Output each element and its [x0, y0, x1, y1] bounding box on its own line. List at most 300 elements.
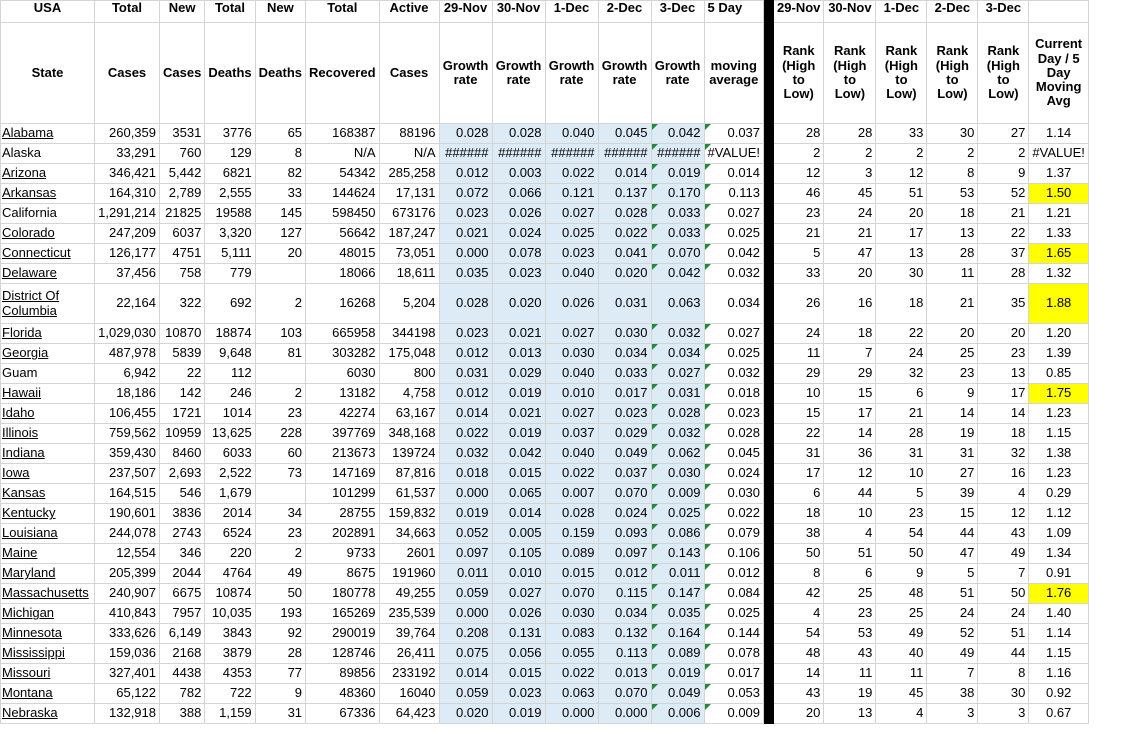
cell-deaths[interactable]: 246 [205, 384, 255, 404]
cell-rk5[interactable]: 20 [978, 324, 1029, 344]
state-name-cell[interactable] [1, 384, 95, 404]
cell-new-cases[interactable]: 3531 [160, 124, 205, 144]
cell-new-cases[interactable]: 10870 [160, 324, 205, 344]
cell-gr5[interactable]: 0.034 [651, 344, 704, 364]
cell-gr5[interactable]: 0.032 [651, 324, 704, 344]
cell-mavg[interactable]: 0.009 [704, 704, 764, 724]
cell-recovered[interactable]: 6030 [306, 364, 379, 384]
state-name-cell[interactable] [1, 544, 95, 564]
cell-new-deaths[interactable]: 82 [255, 164, 305, 184]
cell-active[interactable]: 61,537 [379, 484, 439, 504]
cell-new-deaths[interactable]: 23 [255, 524, 305, 544]
cell-mavg[interactable]: #VALUE! [704, 144, 764, 164]
cell-gr1[interactable]: 0.075 [439, 644, 492, 664]
state-name-cell[interactable] [1, 484, 95, 504]
state-link[interactable]: Arkansas [2, 185, 57, 201]
header-cell[interactable]: 1-Dec [876, 1, 927, 23]
cell-rk5[interactable]: 17 [978, 384, 1029, 404]
cell-gr3[interactable]: 0.037 [545, 424, 598, 444]
cell-recovered[interactable]: 16268 [306, 284, 379, 324]
header-cell[interactable]: 29-Nov [439, 1, 492, 23]
cell-new-cases[interactable]: 2168 [160, 644, 205, 664]
cell-gr5[interactable]: 0.025 [651, 504, 704, 524]
cell-gr5[interactable]: 0.042 [651, 124, 704, 144]
cell-gr2[interactable]: 0.023 [492, 684, 545, 704]
cell-deaths[interactable]: 6524 [205, 524, 255, 544]
cell-cur[interactable]: 1.12 [1029, 504, 1089, 524]
cell-gr1[interactable]: 0.011 [439, 564, 492, 584]
cell-rk3[interactable]: 21 [876, 404, 927, 424]
cell-rk2[interactable]: 12 [824, 464, 876, 484]
cell-cases[interactable]: 18,186 [95, 384, 160, 404]
state-link[interactable]: Kansas [2, 485, 46, 501]
cell-gr1[interactable]: 0.023 [439, 204, 492, 224]
cell-rk2[interactable]: 3 [824, 164, 876, 184]
cell-mavg[interactable]: 0.028 [704, 424, 764, 444]
cell-active[interactable]: 800 [379, 364, 439, 384]
state-name-cell[interactable] [1, 624, 95, 644]
cell-rk1[interactable]: 28 [774, 124, 824, 144]
cell-gr1[interactable]: 0.052 [439, 524, 492, 544]
cell-cases[interactable]: 159,036 [95, 644, 160, 664]
cell-gr2[interactable]: 0.026 [492, 204, 545, 224]
cell-rk2[interactable]: 20 [824, 264, 876, 284]
cell-gr4[interactable]: 0.014 [598, 164, 651, 184]
cell-gr2[interactable]: 0.027 [492, 584, 545, 604]
cell-recovered[interactable]: 48360 [306, 684, 379, 704]
header-cell[interactable]: 2-Dec [927, 1, 978, 23]
cell-new-cases[interactable]: 2044 [160, 564, 205, 584]
cell-gr4[interactable]: 0.000 [598, 704, 651, 724]
cell-cases[interactable]: 410,843 [95, 604, 160, 624]
cell-gr2[interactable]: 0.131 [492, 624, 545, 644]
header-cell[interactable]: USA [1, 1, 95, 23]
cell-gr5[interactable]: 0.049 [651, 684, 704, 704]
cell-gr4[interactable]: 0.031 [598, 284, 651, 324]
cell-cur[interactable]: 1.50 [1029, 184, 1089, 204]
cell-active[interactable]: 73,051 [379, 244, 439, 264]
state-name-cell[interactable] [1, 204, 95, 224]
cell-gr5[interactable]: 0.170 [651, 184, 704, 204]
cell-rk4[interactable]: 24 [927, 604, 978, 624]
cell-gr3[interactable]: 0.055 [545, 644, 598, 664]
cell-new-cases[interactable]: 546 [160, 484, 205, 504]
cell-new-deaths[interactable] [255, 484, 305, 504]
cell-gr2[interactable]: 0.013 [492, 344, 545, 364]
cell-rk4[interactable]: 44 [927, 524, 978, 544]
cell-gr3[interactable]: 0.022 [545, 664, 598, 684]
cell-cur[interactable]: 1.15 [1029, 424, 1089, 444]
cell-gr2[interactable]: 0.078 [492, 244, 545, 264]
cell-rk1[interactable]: 24 [774, 324, 824, 344]
state-name-cell[interactable] [1, 524, 95, 544]
cell-gr5[interactable]: 0.006 [651, 704, 704, 724]
cell-rk2[interactable]: 10 [824, 504, 876, 524]
cell-cur[interactable]: 0.85 [1029, 364, 1089, 384]
cell-cur[interactable]: 1.39 [1029, 344, 1089, 364]
cell-rk3[interactable]: 24 [876, 344, 927, 364]
cell-active[interactable]: 39,764 [379, 624, 439, 644]
header-cell[interactable]: 5 Day [704, 1, 764, 23]
cell-active[interactable]: 18,611 [379, 264, 439, 284]
cell-gr2[interactable]: 0.019 [492, 424, 545, 444]
cell-gr4[interactable]: 0.034 [598, 344, 651, 364]
cell-gr3[interactable]: 0.040 [545, 444, 598, 464]
cell-rk1[interactable]: 11 [774, 344, 824, 364]
cell-new-cases[interactable]: 21825 [160, 204, 205, 224]
header-cell[interactable]: 30-Nov [492, 1, 545, 23]
cell-gr3[interactable]: 0.007 [545, 484, 598, 504]
cell-gr4[interactable]: 0.028 [598, 204, 651, 224]
cell-new-cases[interactable]: 346 [160, 544, 205, 564]
state-link[interactable]: Florida [2, 325, 42, 341]
cell-rk4[interactable]: 23 [927, 364, 978, 384]
cell-deaths[interactable]: 4764 [205, 564, 255, 584]
cell-rk3[interactable]: 9 [876, 564, 927, 584]
cell-gr3[interactable]: 0.089 [545, 544, 598, 564]
cell-rk4[interactable]: 2 [927, 144, 978, 164]
cell-gr5[interactable]: 0.033 [651, 204, 704, 224]
cell-rk3[interactable]: 12 [876, 164, 927, 184]
cell-cases[interactable]: 759,562 [95, 424, 160, 444]
cell-cur[interactable]: 1.88 [1029, 284, 1089, 324]
cell-active[interactable]: 17,131 [379, 184, 439, 204]
cell-rk1[interactable]: 46 [774, 184, 824, 204]
cell-gr5[interactable]: 0.086 [651, 524, 704, 544]
cell-rk5[interactable]: 37 [978, 244, 1029, 264]
cell-gr4[interactable]: 0.115 [598, 584, 651, 604]
cell-gr4[interactable]: 0.017 [598, 384, 651, 404]
state-link[interactable]: Georgia [2, 345, 49, 361]
cell-recovered[interactable]: 180778 [306, 584, 379, 604]
header-cell[interactable]: 29-Nov [774, 1, 824, 23]
cell-rk4[interactable]: 47 [927, 544, 978, 564]
cell-gr5[interactable]: 0.019 [651, 664, 704, 684]
state-name-cell[interactable] [1, 644, 95, 664]
state-link[interactable]: Iowa [2, 465, 30, 481]
cell-rk5[interactable]: 7 [978, 564, 1029, 584]
cell-gr1[interactable]: 0.012 [439, 344, 492, 364]
cell-active[interactable]: 49,255 [379, 584, 439, 604]
cell-new-deaths[interactable]: 60 [255, 444, 305, 464]
cell-deaths[interactable]: 3843 [205, 624, 255, 644]
cell-gr1[interactable]: 0.000 [439, 604, 492, 624]
cell-rk5[interactable]: 23 [978, 344, 1029, 364]
cell-rk5[interactable]: 50 [978, 584, 1029, 604]
header-cell[interactable]: Cases [95, 23, 160, 124]
cell-new-deaths[interactable]: 8 [255, 144, 305, 164]
cell-new-deaths[interactable] [255, 364, 305, 384]
cell-new-cases[interactable]: 760 [160, 144, 205, 164]
cell-gr2[interactable]: 0.029 [492, 364, 545, 384]
cell-gr2[interactable]: 0.056 [492, 644, 545, 664]
header-cell[interactable]: 3-Dec [651, 1, 704, 23]
cell-active[interactable]: 34,663 [379, 524, 439, 544]
cell-rk5[interactable]: 52 [978, 184, 1029, 204]
cell-new-cases[interactable]: 782 [160, 684, 205, 704]
cell-gr2[interactable]: 0.021 [492, 324, 545, 344]
cell-gr4[interactable]: 0.137 [598, 184, 651, 204]
cell-rk5[interactable]: 44 [978, 644, 1029, 664]
cell-mavg[interactable]: 0.017 [704, 664, 764, 684]
cell-recovered[interactable]: 8675 [306, 564, 379, 584]
cell-cur[interactable]: 0.29 [1029, 484, 1089, 504]
cell-new-cases[interactable]: 7957 [160, 604, 205, 624]
cell-rk3[interactable]: 31 [876, 444, 927, 464]
cell-active[interactable]: 64,423 [379, 704, 439, 724]
cell-gr2[interactable]: 0.066 [492, 184, 545, 204]
cell-gr2[interactable]: 0.014 [492, 504, 545, 524]
cell-gr1[interactable]: 0.059 [439, 684, 492, 704]
cell-gr3[interactable]: 0.025 [545, 224, 598, 244]
cell-active[interactable]: 16040 [379, 684, 439, 704]
cell-cases[interactable]: 244,078 [95, 524, 160, 544]
state-link[interactable]: Hawaii [2, 385, 42, 401]
cell-new-deaths[interactable]: 31 [255, 704, 305, 724]
cell-new-cases[interactable]: 4438 [160, 664, 205, 684]
header-cell[interactable]: Growth rate [598, 23, 651, 124]
cell-mavg[interactable]: 0.079 [704, 524, 764, 544]
cell-cur[interactable]: 1.20 [1029, 324, 1089, 344]
cell-gr4[interactable]: 0.093 [598, 524, 651, 544]
cell-new-cases[interactable]: 1721 [160, 404, 205, 424]
cell-mavg[interactable]: 0.023 [704, 404, 764, 424]
cell-cases[interactable]: 65,122 [95, 684, 160, 704]
cell-active[interactable]: 673176 [379, 204, 439, 224]
cell-gr1[interactable]: 0.031 [439, 364, 492, 384]
cell-new-cases[interactable]: 4751 [160, 244, 205, 264]
cell-rk5[interactable]: 16 [978, 464, 1029, 484]
cell-rk1[interactable]: 42 [774, 584, 824, 604]
state-link[interactable]: Delaware [2, 265, 57, 281]
header-cell[interactable]: Rank (High to Low) [978, 23, 1029, 124]
cell-gr4[interactable]: 0.020 [598, 264, 651, 284]
cell-deaths[interactable]: 2,522 [205, 464, 255, 484]
cell-rk3[interactable]: 22 [876, 324, 927, 344]
cell-rk2[interactable]: 7 [824, 344, 876, 364]
cell-gr1[interactable]: 0.032 [439, 444, 492, 464]
cell-new-deaths[interactable]: 23 [255, 404, 305, 424]
cell-rk3[interactable]: 11 [876, 664, 927, 684]
cell-gr3[interactable]: 0.040 [545, 124, 598, 144]
cell-rk4[interactable]: 53 [927, 184, 978, 204]
cell-active[interactable]: 344198 [379, 324, 439, 344]
cell-mavg[interactable]: 0.053 [704, 684, 764, 704]
state-name-cell[interactable] [1, 444, 95, 464]
state-name-cell[interactable] [1, 504, 95, 524]
cell-gr1[interactable]: 0.000 [439, 484, 492, 504]
cell-rk4[interactable]: 25 [927, 344, 978, 364]
cell-gr1[interactable]: 0.018 [439, 464, 492, 484]
cell-mavg[interactable]: 0.025 [704, 224, 764, 244]
cell-rk4[interactable]: 20 [927, 324, 978, 344]
cell-cur[interactable]: 1.14 [1029, 124, 1089, 144]
state-name-cell[interactable] [1, 464, 95, 484]
cell-gr5[interactable]: 0.143 [651, 544, 704, 564]
state-link[interactable]: Mississippi [2, 645, 65, 661]
cell-cur[interactable]: 0.67 [1029, 704, 1089, 724]
cell-rk5[interactable]: 14 [978, 404, 1029, 424]
cell-rk3[interactable]: 51 [876, 184, 927, 204]
cell-new-cases[interactable]: 3836 [160, 504, 205, 524]
cell-gr2[interactable]: 0.042 [492, 444, 545, 464]
cell-gr2[interactable]: 0.020 [492, 284, 545, 324]
cell-mavg[interactable]: 0.027 [704, 204, 764, 224]
cell-rk5[interactable]: 30 [978, 684, 1029, 704]
cell-gr3[interactable]: 0.040 [545, 264, 598, 284]
header-cell[interactable]: Current Day / 5 Day Moving Avg [1029, 23, 1089, 124]
cell-active[interactable]: 348,168 [379, 424, 439, 444]
cell-gr3[interactable]: 0.121 [545, 184, 598, 204]
cell-cur[interactable]: #VALUE! [1029, 144, 1089, 164]
cell-new-cases[interactable]: 322 [160, 284, 205, 324]
cell-gr1[interactable]: 0.072 [439, 184, 492, 204]
cell-cases[interactable]: 164,310 [95, 184, 160, 204]
cell-rk2[interactable]: 44 [824, 484, 876, 504]
cell-rk1[interactable]: 14 [774, 664, 824, 684]
header-cell[interactable]: State [1, 23, 95, 124]
cell-mavg[interactable]: 0.084 [704, 584, 764, 604]
state-link[interactable]: Nebraska [2, 705, 58, 721]
header-cell[interactable]: Deaths [255, 23, 305, 124]
cell-rk1[interactable]: 8 [774, 564, 824, 584]
cell-new-deaths[interactable]: 50 [255, 584, 305, 604]
cell-gr4[interactable]: 0.029 [598, 424, 651, 444]
cell-gr4[interactable]: 0.037 [598, 464, 651, 484]
cell-rk4[interactable]: 52 [927, 624, 978, 644]
cell-rk4[interactable]: 39 [927, 484, 978, 504]
cell-gr3[interactable]: 0.022 [545, 464, 598, 484]
cell-rk3[interactable]: 2 [876, 144, 927, 164]
state-link[interactable]: Kentucky [2, 505, 56, 521]
cell-gr2[interactable]: 0.021 [492, 404, 545, 424]
cell-rk4[interactable]: 8 [927, 164, 978, 184]
cell-cases[interactable]: 126,177 [95, 244, 160, 264]
cell-deaths[interactable]: 3776 [205, 124, 255, 144]
cell-gr2[interactable]: 0.010 [492, 564, 545, 584]
cell-rk4[interactable]: 27 [927, 464, 978, 484]
cell-gr3[interactable]: 0.027 [545, 404, 598, 424]
cell-cases[interactable]: 37,456 [95, 264, 160, 284]
state-link[interactable]: Massachusetts [2, 585, 89, 601]
cell-rk4[interactable]: 19 [927, 424, 978, 444]
cell-new-cases[interactable]: 10959 [160, 424, 205, 444]
cell-gr1[interactable]: 0.028 [439, 284, 492, 324]
cell-gr5[interactable]: 0.009 [651, 484, 704, 504]
cell-active[interactable]: 63,167 [379, 404, 439, 424]
cell-recovered[interactable]: 665958 [306, 324, 379, 344]
cell-cases[interactable]: 12,554 [95, 544, 160, 564]
cell-rk2[interactable]: 6 [824, 564, 876, 584]
cell-rk2[interactable]: 47 [824, 244, 876, 264]
cell-recovered[interactable]: 303282 [306, 344, 379, 364]
cell-new-deaths[interactable]: 145 [255, 204, 305, 224]
cell-gr4[interactable]: 0.030 [598, 324, 651, 344]
cell-gr2[interactable]: 0.065 [492, 484, 545, 504]
state-name-cell[interactable] [1, 244, 95, 264]
cell-mavg[interactable]: 0.025 [704, 604, 764, 624]
cell-rk1[interactable]: 10 [774, 384, 824, 404]
cell-recovered[interactable]: 128746 [306, 644, 379, 664]
cell-recovered[interactable]: 147169 [306, 464, 379, 484]
cell-gr2[interactable]: 0.019 [492, 704, 545, 724]
cell-rk2[interactable]: 13 [824, 704, 876, 724]
cell-mavg[interactable]: 0.032 [704, 264, 764, 284]
cell-rk1[interactable]: 21 [774, 224, 824, 244]
cell-gr3[interactable]: 0.083 [545, 624, 598, 644]
cell-recovered[interactable]: 48015 [306, 244, 379, 264]
cell-cases[interactable]: 190,601 [95, 504, 160, 524]
cell-gr3[interactable]: 0.070 [545, 584, 598, 604]
state-name-cell[interactable] [1, 424, 95, 444]
cell-deaths[interactable]: 9,648 [205, 344, 255, 364]
cell-gr2[interactable]: 0.015 [492, 464, 545, 484]
cell-cur[interactable]: 1.09 [1029, 524, 1089, 544]
cell-rk1[interactable]: 48 [774, 644, 824, 664]
cell-gr4[interactable]: 0.097 [598, 544, 651, 564]
cell-rk5[interactable]: 28 [978, 264, 1029, 284]
state-link[interactable]: Alabama [2, 125, 54, 141]
cell-gr5[interactable]: 0.033 [651, 224, 704, 244]
cell-gr1[interactable]: 0.019 [439, 504, 492, 524]
cell-deaths[interactable]: 1014 [205, 404, 255, 424]
cell-cur[interactable]: 1.16 [1029, 664, 1089, 684]
cell-gr2[interactable]: 0.019 [492, 384, 545, 404]
cell-rk4[interactable]: 13 [927, 224, 978, 244]
cell-gr3[interactable]: 0.028 [545, 504, 598, 524]
cell-rk4[interactable]: 9 [927, 384, 978, 404]
cell-new-cases[interactable]: 22 [160, 364, 205, 384]
cell-gr2[interactable]: 0.005 [492, 524, 545, 544]
cell-mavg[interactable]: 0.144 [704, 624, 764, 644]
cell-deaths[interactable]: 2014 [205, 504, 255, 524]
header-cell[interactable]: Total [306, 1, 379, 23]
header-cell[interactable]: Cases [379, 23, 439, 124]
cell-mavg[interactable]: 0.030 [704, 484, 764, 504]
cell-cases[interactable]: 487,978 [95, 344, 160, 364]
cell-rk1[interactable]: 38 [774, 524, 824, 544]
cell-gr5[interactable]: 0.028 [651, 404, 704, 424]
cell-active[interactable]: 4,758 [379, 384, 439, 404]
cell-gr3[interactable]: ###### [545, 144, 598, 164]
cell-mavg[interactable]: 0.106 [704, 544, 764, 564]
cell-new-cases[interactable]: 2743 [160, 524, 205, 544]
cell-rk3[interactable]: 17 [876, 224, 927, 244]
cell-mavg[interactable]: 0.014 [704, 164, 764, 184]
state-name-cell[interactable] [1, 144, 95, 164]
cell-rk1[interactable]: 5 [774, 244, 824, 264]
cell-rk2[interactable]: 11 [824, 664, 876, 684]
cell-recovered[interactable]: 9733 [306, 544, 379, 564]
cell-recovered[interactable]: 67336 [306, 704, 379, 724]
header-cell[interactable]: New [255, 1, 305, 23]
state-name-cell[interactable] [1, 344, 95, 364]
state-link[interactable]: Minnesota [2, 625, 62, 641]
cell-cases[interactable]: 333,626 [95, 624, 160, 644]
cell-new-cases[interactable]: 758 [160, 264, 205, 284]
cell-gr1[interactable]: 0.097 [439, 544, 492, 564]
cell-gr5[interactable]: 0.070 [651, 244, 704, 264]
cell-cases[interactable]: 33,291 [95, 144, 160, 164]
cell-deaths[interactable]: 3879 [205, 644, 255, 664]
cell-gr4[interactable]: 0.024 [598, 504, 651, 524]
cell-gr2[interactable]: 0.015 [492, 664, 545, 684]
state-name-cell[interactable] [1, 564, 95, 584]
state-name-cell[interactable] [1, 284, 95, 324]
cell-new-cases[interactable]: 6037 [160, 224, 205, 244]
cell-gr2[interactable]: 0.024 [492, 224, 545, 244]
state-name-cell[interactable] [1, 264, 95, 284]
